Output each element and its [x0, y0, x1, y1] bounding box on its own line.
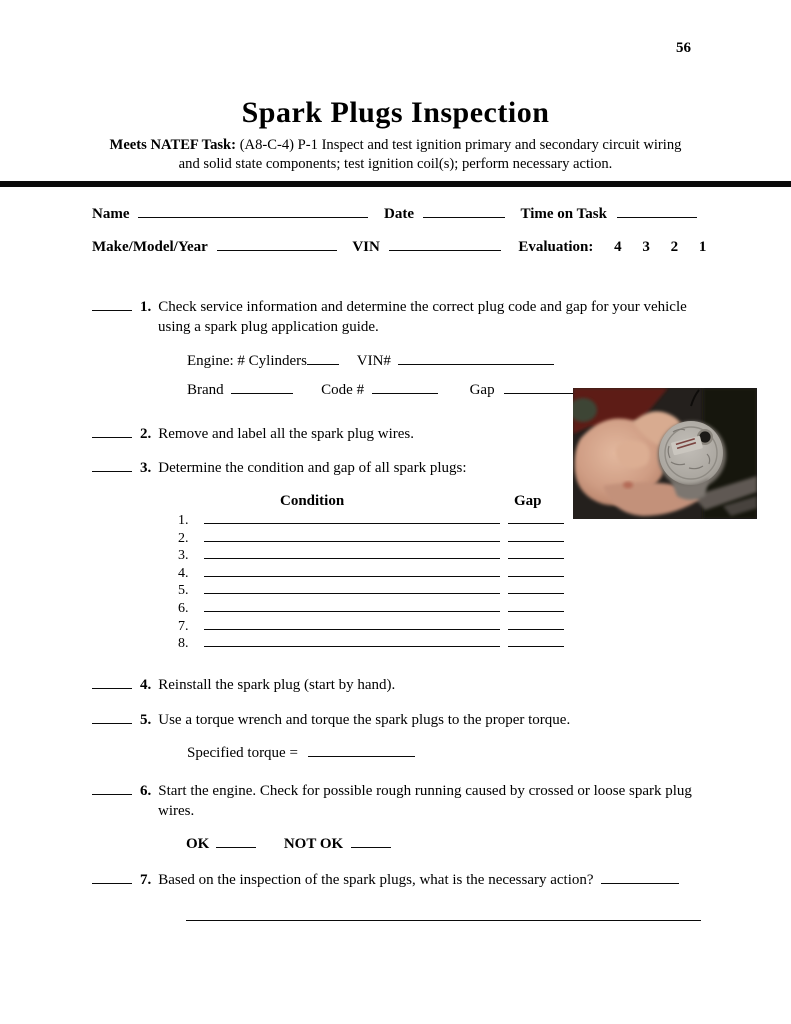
time-on-task-field	[617, 205, 697, 218]
spark-plug-gauge-photo	[573, 388, 757, 519]
evaluation-label: Evaluation:	[518, 239, 594, 255]
plug-row-8-condition-field	[204, 634, 500, 647]
condition-column-header: Condition	[280, 493, 345, 509]
evaluation-score-2: 2	[670, 239, 679, 255]
ok-field	[216, 835, 256, 848]
task-4-number: 4.	[140, 677, 152, 693]
not-ok-field	[351, 835, 391, 848]
plug-row-7	[178, 617, 564, 635]
plug-row-3-gap-field	[508, 546, 564, 559]
evaluation-score-3: 3	[642, 239, 650, 255]
plug-row-8-gap-field	[508, 634, 564, 647]
natef-label: Meets NATEF Task:	[109, 137, 237, 153]
task-5-number: 5.	[140, 712, 152, 728]
task-6-number: 6.	[140, 783, 152, 799]
code-label: Code #	[321, 382, 365, 398]
plug-row-8	[178, 634, 564, 652]
evaluation-score-4: 4	[614, 239, 622, 255]
page-number: 56	[676, 40, 691, 56]
plug-row-3-number: 3.	[178, 548, 189, 564]
task-item-2	[92, 424, 712, 444]
task-item-6	[92, 781, 712, 821]
plug-row-5-condition-field	[204, 581, 500, 594]
task-7-check-blank	[92, 871, 132, 884]
spark-plug-table	[178, 511, 564, 652]
ok-notok-row	[186, 835, 391, 853]
date-field	[423, 205, 505, 218]
vehicle-row	[92, 238, 706, 256]
task-5-text: Use a torque wrench and torque the spark plugs to the proper torque.	[158, 712, 571, 728]
make-model-year-field	[217, 238, 337, 251]
task-7-number: 7.	[140, 872, 152, 888]
plug-row-4-condition-field	[204, 564, 500, 577]
vin-number-field	[398, 352, 554, 365]
page-title: Spark Plugs Inspection	[241, 96, 550, 129]
natef-text: (A8-C-4) P-1 Inspect and test ignition primary and secondary circuit wiring and solid state components; test ignition coil(s); perform necessary action.	[178, 137, 682, 172]
cylinders-field	[307, 352, 339, 365]
make-model-year-label: Make/Model/Year	[92, 239, 208, 255]
vin-label: VIN	[352, 239, 380, 255]
plug-row-8-number: 8.	[178, 636, 189, 652]
natef-task-statement	[100, 136, 691, 174]
task-6-check-blank	[92, 782, 132, 795]
name-label: Name	[92, 206, 130, 222]
task-item-1	[92, 297, 712, 337]
time-on-task-label: Time on Task	[520, 206, 607, 222]
plug-row-6-number: 6.	[178, 600, 189, 616]
plug-row-7-condition-field	[204, 617, 500, 630]
task-4-check-blank	[92, 676, 132, 689]
plug-row-6-condition-field	[204, 599, 500, 612]
necessary-action-field-inline	[601, 871, 679, 884]
plug-row-1-number: 1.	[178, 513, 189, 528]
specified-torque-row	[187, 744, 415, 762]
plug-row-5-gap-field	[508, 581, 564, 594]
name-date-row	[92, 205, 697, 223]
ok-label: OK	[186, 836, 210, 852]
task-2-text: Remove and label all the spark plug wires.	[158, 426, 415, 442]
task-item-5	[92, 710, 712, 730]
plug-row-1-condition-field	[204, 511, 500, 524]
plug-row-4-gap-field	[508, 564, 564, 577]
plug-row-7-number: 7.	[178, 618, 189, 634]
gap-label: Gap	[469, 382, 495, 398]
task-6-text: Start the engine. Check for possible rough running caused by crossed or loose spark plug wires.	[158, 783, 692, 819]
code-field	[372, 381, 438, 394]
plug-row-2-condition-field	[204, 529, 500, 542]
plug-row-3	[178, 546, 564, 564]
name-field	[138, 205, 368, 218]
plug-row-6-gap-field	[508, 599, 564, 612]
date-label: Date	[384, 206, 414, 222]
specified-torque-label: Specified torque =	[187, 745, 298, 761]
engine-cylinders-label: Engine: # Cylinders	[187, 353, 307, 369]
plug-row-4	[178, 564, 564, 582]
necessary-action-field-line2	[186, 920, 701, 921]
gap-field	[504, 381, 578, 394]
plug-row-2-gap-field	[508, 529, 564, 542]
task-2-number: 2.	[140, 426, 152, 442]
plug-row-1	[178, 511, 564, 529]
plug-row-2	[178, 529, 564, 547]
task-3-text: Determine the condition and gap of all spark plugs:	[158, 460, 467, 476]
engine-row	[187, 352, 554, 370]
plug-row-5-number: 5.	[178, 583, 189, 599]
task-item-4	[92, 675, 712, 695]
task-7-text: Based on the inspection of the spark plugs, what is the necessary action?	[158, 872, 594, 888]
task-3-check-blank	[92, 459, 132, 472]
task-5-check-blank	[92, 711, 132, 724]
plug-row-1-gap-field	[508, 511, 564, 524]
brand-label: Brand	[187, 382, 224, 398]
plug-row-7-gap-field	[508, 617, 564, 630]
task-2-check-blank	[92, 425, 132, 438]
gap-column-header: Gap	[514, 493, 542, 509]
specified-torque-field	[308, 744, 415, 757]
vin-field	[389, 238, 501, 251]
brand-field	[231, 381, 293, 394]
task-1-text: Check service information and determine the correct plug code and gap for your vehicle using a spark plug application guide.	[158, 299, 687, 335]
plug-row-2-number: 2.	[178, 530, 189, 546]
not-ok-label: NOT OK	[283, 836, 344, 852]
plug-row-6	[178, 599, 564, 617]
task-1-check-blank	[92, 298, 132, 311]
plug-row-4-number: 4.	[178, 565, 189, 581]
task-4-text: Reinstall the spark plug (start by hand).	[158, 677, 396, 693]
vin-number-label: VIN#	[356, 353, 391, 369]
divider	[0, 181, 791, 187]
task-item-7	[92, 870, 712, 890]
brand-row	[187, 381, 578, 399]
plug-row-5	[178, 581, 564, 599]
plug-row-3-condition-field	[204, 546, 500, 559]
evaluation-score-1: 1	[698, 239, 707, 255]
task-item-3	[92, 458, 712, 478]
task-1-number: 1.	[140, 299, 152, 315]
task-3-number: 3.	[140, 460, 152, 476]
